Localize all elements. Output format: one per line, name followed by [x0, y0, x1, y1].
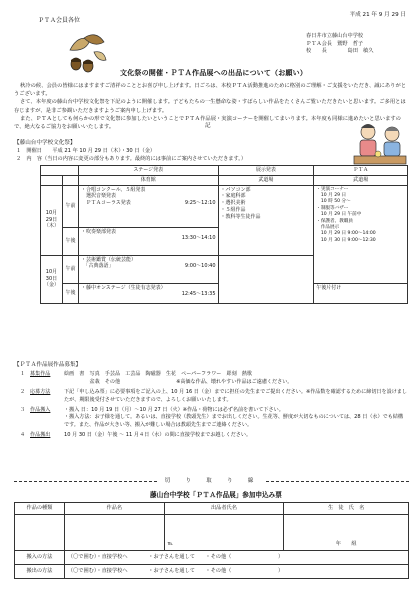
sender-school: 春日井市立藤山台中学校	[306, 33, 364, 39]
day2-pta-pm: 午後片付け	[314, 283, 408, 303]
item-date: １ 開催日 平成 21 年 10 月 29 日（木）・30 日（金）	[16, 148, 156, 154]
form-title: 藤山台中学校「ＰＴＡ作品展」参加申込み票	[150, 491, 282, 499]
form-header-exhibitor: 出品者氏名	[164, 503, 284, 515]
day2-stage-pm: ・藤中オンステージ（生徒有志発表） 12:45～13:35	[78, 283, 218, 303]
carry-out-label: 搬出の方法	[15, 565, 65, 579]
sub-header-gym: 体育館	[78, 175, 218, 185]
section-pta-heading: 【ＰＴＡ作品展作品募集】	[14, 362, 82, 368]
cut-line	[14, 478, 409, 485]
cut-line-label: 切 り 取 り 線	[164, 478, 259, 484]
work-type-field[interactable]	[15, 515, 65, 551]
col-header-day	[41, 175, 63, 185]
carry-out-options[interactable]: （〇で囲む）・直接学校へ ・お子さんを通して ・その他（ ）	[64, 565, 408, 579]
sender-pta-chair: ＰＴＡ会長 鷲野 哲子	[306, 40, 364, 47]
pta-items-list	[20, 371, 408, 440]
form-header-student: 生 徒 氏 名	[284, 503, 409, 515]
list-item: ・搬入方法：お子様を通して。あるいは、直接学校（教頭先生）までお出しください。生花等、鮮度が大切なものについては、28 日（水）でも結構です。また、作品が大きい等、搬入が難しい場合は教頭先生までご連絡ください。	[64, 414, 403, 429]
ki-heading: 記	[205, 123, 211, 129]
schedule-table	[40, 165, 408, 304]
grade-class-label: 年 組	[335, 541, 357, 547]
list-item: ４ 作品搬出 10 月 30 日（金）午後 ～ 11 月４日（水）の間に直接学校までお越しください。	[20, 432, 252, 439]
sender-block	[306, 33, 373, 56]
sender-principal: 校 長 島田 敏久	[306, 48, 374, 55]
intro-paragraph: 秋冷の候、会員の皆様にはますますご清祥のこととお喜び申し上げます。日ごろは、本校ＰＴＡ活動推進のために格別のご理解・ご支援をいただき、誠にありがとうございます。	[14, 83, 407, 98]
carry-in-options[interactable]: （〇で囲む）・直接学校へ ・お子さんを通して ・その他（ ）	[64, 551, 408, 565]
col-header-stage: ステージ発表	[78, 166, 218, 176]
item-content: ２ 内 容（当日の内容に変更の部分もあります。最終的には事前にご案内させていただきます。）	[16, 156, 247, 162]
day1-am-label: 午前	[62, 185, 78, 227]
addressee: ＰＴＡ会員各位	[38, 17, 81, 24]
autumn-leaves-illustration	[60, 30, 110, 76]
list-item: １ 募集作品 絵画 書 写真 手芸品 工芸品 陶磁器 生花 ペーパーフラワー 彫刻 熱歌	[20, 371, 252, 377]
day2-am-label: 午前	[62, 255, 78, 283]
intro-paragraph: さて、本年度の藤山台中学校文化祭を下記のように開催します。子どもたちの一生懸命な姿・すばらしい作品をたくさんご覧いただきたいと思います。ご多用とは存じますが、是非ご参観いただきますようご案内申し上げます。	[14, 99, 406, 114]
section-festival-heading: 【藤山台中学校文化祭】	[14, 140, 76, 146]
day1-label: 10月 29日 （木）	[41, 185, 63, 255]
work-title-field[interactable]	[64, 515, 164, 551]
day2-stage-am: ・芸術鑑賞（伝統芸能） 「古典落語」 9:00～10:40	[78, 255, 218, 283]
sub-header-budojo: 武道場	[218, 175, 314, 185]
tel-label: ℡	[167, 541, 174, 547]
application-form	[14, 502, 409, 579]
day1-pm-label: 午後	[62, 227, 78, 255]
day1-exhibit: ・パソコン部 ・家庭科部 ・選択美術 ・５組作品 ・教科等生徒作品	[218, 185, 314, 255]
list-item: ３ 作品搬入 ・搬入 日：10 月 19 日（月）～10 月 27 日（火）※作品・荷物には必ず名前を書いて下さい。	[20, 406, 284, 413]
document-date: 平成 21 年 9 月 29 日	[349, 12, 406, 18]
form-header-type: 作品の種類	[15, 503, 65, 515]
col-header-exhibit: 展示発表	[218, 166, 314, 176]
document-title: 文化祭の開催・ＰＴＡ作品展への出品について（お願い）	[120, 69, 308, 77]
day1-stage-am: ・合唱コンクール、５組発表 選択音楽発表 ＰＴＡコーラス発表 9:25～12:10	[78, 185, 218, 227]
day1-am-time: 9:25～12:10	[184, 200, 216, 206]
col-header-pta: ＰＴＡ	[314, 166, 408, 176]
list-item: ２ 応募方法 下記「申し込み票」に必要事項をご記入の上、10 月 16 日（金）までに担任の先生までご提出ください。※作品数を確認するために締切日を設けましたが、期限後受付させていただきますので、よろしくお願いいたします。	[20, 388, 407, 403]
list-item: 盆栽 その他 ※高価な作品、壊れやすい作品はご遠慮ください。	[64, 378, 293, 385]
day2-pm-label: 午後	[62, 283, 78, 303]
intro-paragraph: また、ＰＴＡとしても何らかの形で文化祭に参加したいということでＰＴＡ作品展・実演コーナーを開催してまいります。本年度も同様に進めたいと思いますので、絶大なるご協力をお願いいたします。	[14, 115, 401, 131]
sub-header-budojo: 武道場	[314, 175, 408, 185]
people-illustration	[348, 118, 412, 168]
carry-in-label: 搬入の方法	[15, 551, 65, 565]
day1-stage-pm: ・吹奏楽部発表 13:30～14:10	[78, 227, 218, 255]
form-header-title: 作品名	[64, 503, 164, 515]
pta-events: ・実演コーナー 10 月 29 日 10 時 50 分～ ・制服等バザー 10 月 29 日 午前中 ・保護者、教職員 作品展示 10 月 29 日 9:00～14:00 10 月 30 日 9:00～12:30	[314, 185, 408, 283]
day2-label: 10月 30日 （金）	[41, 255, 63, 303]
student-name-field[interactable]	[284, 515, 409, 551]
exhibitor-name-field[interactable]	[164, 515, 284, 551]
